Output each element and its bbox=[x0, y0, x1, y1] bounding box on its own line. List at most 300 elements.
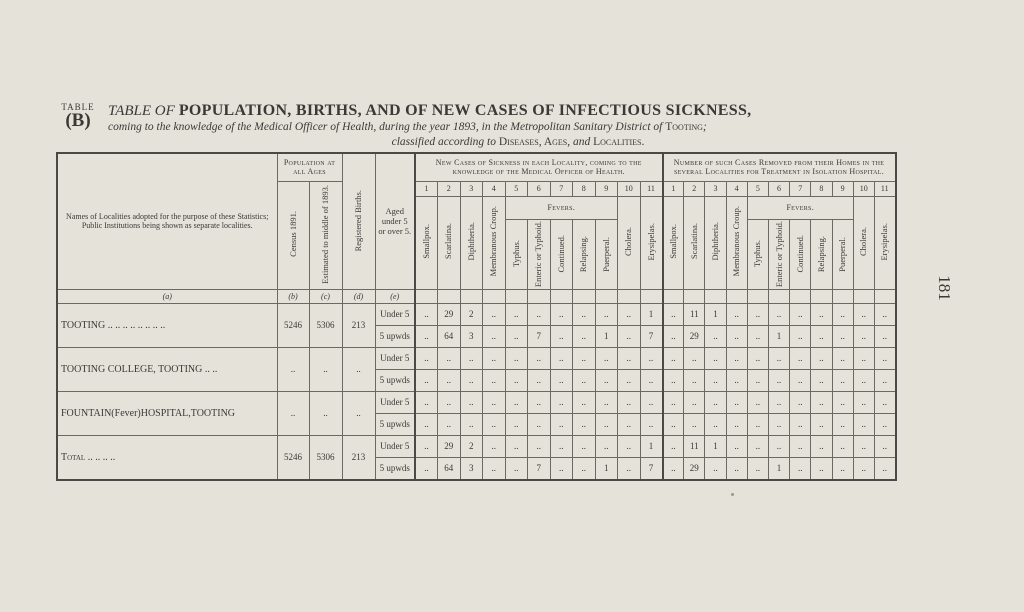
new-disease-11: Erysipelas. bbox=[645, 222, 656, 261]
removed-col-number-9: 9 bbox=[832, 181, 853, 196]
new-case-cell: .. bbox=[460, 369, 483, 391]
removed-fever-col-7 bbox=[789, 220, 810, 289]
new-case-cell: .. bbox=[573, 413, 596, 435]
removed-case-cell: .. bbox=[811, 457, 832, 480]
new-case-cell: .. bbox=[438, 391, 461, 413]
letter-spacer-15 bbox=[726, 289, 747, 303]
age-group: 5 upwds bbox=[375, 457, 415, 480]
new-disease-9: Puerperal. bbox=[600, 236, 611, 272]
new-case-cell: 1 bbox=[640, 303, 663, 325]
subtitle2-c: and bbox=[573, 136, 591, 148]
new-case-cell: 1 bbox=[640, 435, 663, 457]
removed-fevers-label: Fevers. bbox=[748, 197, 853, 220]
removed-case-cell: .. bbox=[853, 413, 874, 435]
estimated-header bbox=[309, 181, 342, 289]
removed-case-cell: .. bbox=[832, 435, 853, 457]
removed-fever-col-8 bbox=[810, 220, 831, 289]
new-case-cell: .. bbox=[415, 413, 438, 435]
new-case-cell: 64 bbox=[438, 325, 461, 347]
removed-case-cell: .. bbox=[705, 325, 726, 347]
removed-header: Number of such Cases Removed from their Homes in the several Localities for Treatment in Isolation Hospital. bbox=[663, 153, 896, 181]
removed-disease-header-1 bbox=[663, 196, 684, 289]
removed-col-number-3: 3 bbox=[705, 181, 726, 196]
new-case-cell: .. bbox=[618, 369, 641, 391]
new-case-cell: .. bbox=[460, 413, 483, 435]
removed-case-cell: .. bbox=[663, 369, 684, 391]
letter-spacer-22 bbox=[874, 289, 895, 303]
new-case-cell: .. bbox=[415, 303, 438, 325]
new-col-number-11: 11 bbox=[640, 181, 663, 196]
letter-a: (a) bbox=[57, 289, 277, 303]
removed-case-cell: .. bbox=[726, 347, 747, 369]
subtitle2-d: Localities. bbox=[593, 136, 645, 148]
new-case-cell: 64 bbox=[438, 457, 461, 480]
removed-disease-header-4 bbox=[726, 196, 747, 289]
new-case-cell: .. bbox=[550, 435, 573, 457]
removed-case-cell: 29 bbox=[684, 457, 705, 480]
removed-case-cell: .. bbox=[705, 457, 726, 480]
new-case-cell: .. bbox=[573, 369, 596, 391]
new-disease-header-10 bbox=[618, 196, 641, 289]
new-cases-header: New Cases of Sickness in each Locality, coming to the knowledge of the Medical Officer of Health. bbox=[415, 153, 663, 181]
new-case-cell: 29 bbox=[438, 435, 461, 457]
letter-spacer-13 bbox=[684, 289, 705, 303]
age-group: 5 upwds bbox=[375, 325, 415, 347]
table-subtitle-2 bbox=[108, 136, 928, 148]
removed-col-number-11: 11 bbox=[874, 181, 895, 196]
new-case-cell: .. bbox=[640, 391, 663, 413]
removed-disease-1: Smallpox. bbox=[667, 224, 678, 259]
new-case-cell: 3 bbox=[460, 325, 483, 347]
removed-case-cell: .. bbox=[726, 457, 747, 480]
removed-case-cell: .. bbox=[747, 435, 768, 457]
new-case-cell: 7 bbox=[528, 457, 551, 480]
new-case-cell: .. bbox=[595, 435, 618, 457]
new-disease-10: Cholera. bbox=[623, 226, 634, 257]
letter-e: (e) bbox=[375, 289, 415, 303]
births-value: 213 bbox=[342, 435, 375, 480]
letter-spacer-3 bbox=[460, 289, 483, 303]
new-case-cell: .. bbox=[595, 347, 618, 369]
new-col-number-7: 7 bbox=[550, 181, 573, 196]
table-mark bbox=[58, 102, 98, 130]
removed-case-cell: .. bbox=[726, 369, 747, 391]
removed-col-number-6: 6 bbox=[768, 181, 789, 196]
new-disease-2: Scarlatina. bbox=[443, 223, 454, 260]
subtitle-end: ; bbox=[702, 121, 707, 133]
aged-header-text: Aged under 5 or over 5. bbox=[378, 206, 412, 237]
new-case-cell: .. bbox=[438, 369, 461, 391]
births-value: .. bbox=[342, 391, 375, 435]
new-case-cell: .. bbox=[505, 347, 528, 369]
new-case-cell: .. bbox=[483, 347, 506, 369]
estimated-value: 5306 bbox=[309, 435, 342, 480]
age-group: Under 5 bbox=[375, 347, 415, 369]
removed-case-cell: .. bbox=[853, 457, 874, 480]
names-header: Names of Localities adopted for the purpose of these Statistics; Public Institutions being shown as separate localities. bbox=[57, 153, 277, 289]
letter-spacer-1 bbox=[415, 289, 438, 303]
new-case-cell: .. bbox=[415, 435, 438, 457]
census-value: 5246 bbox=[277, 303, 309, 347]
new-fever-col-8 bbox=[572, 220, 595, 289]
new-disease-8: Relapsing. bbox=[578, 235, 589, 273]
new-fevers-block bbox=[506, 197, 618, 289]
new-case-cell: .. bbox=[618, 413, 641, 435]
subtitle-text: coming to the knowledge of the Medical Officer of Health, during the year 1893, in the Metropolitan Sanitary District of bbox=[108, 121, 663, 133]
removed-case-cell: .. bbox=[705, 413, 726, 435]
removed-case-cell: .. bbox=[811, 347, 832, 369]
removed-case-cell: .. bbox=[853, 369, 874, 391]
removed-disease-3: Diphtheria. bbox=[709, 222, 720, 261]
removed-disease-6: Enteric or Typhoid. bbox=[773, 220, 784, 288]
new-case-cell: .. bbox=[505, 435, 528, 457]
new-case-cell: .. bbox=[573, 325, 596, 347]
removed-case-cell: .. bbox=[811, 435, 832, 457]
new-disease-7: Continued. bbox=[555, 235, 566, 273]
estimated-value: 5306 bbox=[309, 303, 342, 347]
removed-case-cell: .. bbox=[684, 413, 705, 435]
new-col-number-2: 2 bbox=[438, 181, 461, 196]
removed-case-cell: .. bbox=[874, 325, 895, 347]
new-case-cell: .. bbox=[618, 303, 641, 325]
new-case-cell: .. bbox=[505, 457, 528, 480]
subtitle2-b: Diseases, Ages, bbox=[498, 136, 571, 148]
removed-case-cell: .. bbox=[705, 391, 726, 413]
removed-case-cell: .. bbox=[853, 325, 874, 347]
table-row bbox=[57, 391, 896, 413]
removed-case-cell: .. bbox=[874, 435, 895, 457]
new-case-cell: .. bbox=[460, 347, 483, 369]
removed-disease-header-2 bbox=[684, 196, 705, 289]
title-prefix: TABLE OF bbox=[108, 103, 175, 119]
removed-disease-4: Membranous Croup. bbox=[731, 206, 742, 277]
removed-case-cell: .. bbox=[747, 325, 768, 347]
removed-case-cell: .. bbox=[832, 369, 853, 391]
new-disease-header-2 bbox=[438, 196, 461, 289]
letter-c: (c) bbox=[309, 289, 342, 303]
table-row bbox=[57, 435, 896, 457]
removed-case-cell: .. bbox=[747, 369, 768, 391]
new-case-cell: .. bbox=[528, 391, 551, 413]
removed-disease-10: Cholera. bbox=[858, 226, 869, 257]
removed-case-cell: 1 bbox=[768, 457, 789, 480]
new-disease-5: Typhus. bbox=[510, 240, 521, 268]
page-number: 181 bbox=[934, 275, 954, 301]
new-case-cell: .. bbox=[573, 435, 596, 457]
letter-spacer-11 bbox=[640, 289, 663, 303]
removed-fever-col-6 bbox=[768, 220, 789, 289]
new-case-cell: .. bbox=[618, 457, 641, 480]
letter-spacer-19 bbox=[811, 289, 832, 303]
new-col-number-8: 8 bbox=[573, 181, 596, 196]
removed-case-cell: .. bbox=[874, 303, 895, 325]
new-fevers-label: Fevers. bbox=[506, 197, 618, 220]
new-case-cell: .. bbox=[550, 369, 573, 391]
aged-header bbox=[375, 153, 415, 289]
new-case-cell: 1 bbox=[595, 325, 618, 347]
removed-case-cell: .. bbox=[790, 435, 811, 457]
removed-col-number-2: 2 bbox=[684, 181, 705, 196]
removed-case-cell: .. bbox=[768, 435, 789, 457]
new-case-cell: .. bbox=[483, 369, 506, 391]
locality-name: TOOTING .. .. .. .. .. .. .. .. bbox=[57, 303, 277, 347]
estimated-header-text: Estimated to middle of 1893. bbox=[320, 184, 330, 284]
letter-spacer-7 bbox=[550, 289, 573, 303]
removed-case-cell: .. bbox=[663, 435, 684, 457]
removed-case-cell: .. bbox=[832, 413, 853, 435]
removed-case-cell: .. bbox=[811, 413, 832, 435]
new-case-cell: .. bbox=[550, 413, 573, 435]
removed-case-cell: .. bbox=[663, 391, 684, 413]
new-disease-header-3 bbox=[460, 196, 483, 289]
removed-case-cell: .. bbox=[811, 303, 832, 325]
new-case-cell: .. bbox=[550, 457, 573, 480]
removed-case-cell: .. bbox=[832, 391, 853, 413]
removed-case-cell: .. bbox=[726, 435, 747, 457]
new-case-cell: .. bbox=[640, 413, 663, 435]
census-value: .. bbox=[277, 347, 309, 391]
removed-case-cell: 1 bbox=[705, 435, 726, 457]
paper-speck bbox=[731, 493, 734, 496]
census-header bbox=[277, 181, 309, 289]
removed-case-cell: .. bbox=[790, 391, 811, 413]
new-disease-header-11 bbox=[640, 196, 663, 289]
table-row bbox=[57, 347, 896, 369]
census-value: 5246 bbox=[277, 435, 309, 480]
letter-spacer-2 bbox=[438, 289, 461, 303]
removed-case-cell: .. bbox=[874, 391, 895, 413]
locality-name: FOUNTAIN(Fever)HOSPITAL,TOOTING bbox=[57, 391, 277, 435]
new-case-cell: .. bbox=[438, 347, 461, 369]
new-col-number-4: 4 bbox=[483, 181, 506, 196]
new-case-cell: .. bbox=[640, 347, 663, 369]
new-case-cell: .. bbox=[550, 347, 573, 369]
new-case-cell: .. bbox=[505, 303, 528, 325]
new-case-cell: .. bbox=[483, 435, 506, 457]
removed-case-cell: .. bbox=[832, 303, 853, 325]
new-col-number-1: 1 bbox=[415, 181, 438, 196]
removed-case-cell: .. bbox=[726, 303, 747, 325]
new-case-cell: .. bbox=[573, 457, 596, 480]
new-case-cell: .. bbox=[573, 391, 596, 413]
removed-case-cell: .. bbox=[790, 369, 811, 391]
new-case-cell: .. bbox=[415, 391, 438, 413]
table-row bbox=[57, 303, 896, 325]
letter-spacer-21 bbox=[853, 289, 874, 303]
removed-case-cell: .. bbox=[705, 347, 726, 369]
letter-spacer-9 bbox=[595, 289, 618, 303]
removed-case-cell: .. bbox=[790, 303, 811, 325]
new-case-cell: 7 bbox=[640, 325, 663, 347]
removed-disease-11: Erysipelas. bbox=[879, 222, 890, 261]
new-case-cell: .. bbox=[550, 303, 573, 325]
new-case-cell: .. bbox=[483, 391, 506, 413]
new-case-cell: 7 bbox=[528, 325, 551, 347]
new-case-cell: 2 bbox=[460, 435, 483, 457]
new-case-cell: .. bbox=[528, 303, 551, 325]
estimated-value: .. bbox=[309, 391, 342, 435]
new-disease-header-4 bbox=[483, 196, 506, 289]
statistics-table bbox=[56, 152, 897, 481]
removed-case-cell: .. bbox=[811, 325, 832, 347]
removed-case-cell: .. bbox=[663, 457, 684, 480]
letter-spacer-10 bbox=[618, 289, 641, 303]
new-disease-1: Smallpox. bbox=[421, 224, 431, 259]
new-fever-col-5 bbox=[506, 220, 528, 289]
removed-fevers-block bbox=[748, 197, 853, 289]
removed-case-cell: .. bbox=[790, 325, 811, 347]
new-case-cell: .. bbox=[483, 325, 506, 347]
removed-fever-col-5 bbox=[748, 220, 768, 289]
removed-case-cell: .. bbox=[853, 303, 874, 325]
removed-case-cell: .. bbox=[853, 391, 874, 413]
new-col-number-6: 6 bbox=[528, 181, 551, 196]
new-case-cell: .. bbox=[528, 369, 551, 391]
table-mark-letter: (B) bbox=[65, 110, 91, 131]
new-case-cell: .. bbox=[415, 325, 438, 347]
new-disease-header-1 bbox=[415, 196, 438, 289]
new-case-cell: .. bbox=[618, 325, 641, 347]
new-case-cell: .. bbox=[528, 435, 551, 457]
removed-case-cell: .. bbox=[747, 391, 768, 413]
removed-case-cell: .. bbox=[663, 325, 684, 347]
removed-col-number-7: 7 bbox=[790, 181, 811, 196]
removed-col-number-1: 1 bbox=[663, 181, 684, 196]
new-case-cell: 2 bbox=[460, 303, 483, 325]
removed-disease-5: Typhus. bbox=[752, 240, 763, 268]
new-case-cell: .. bbox=[640, 369, 663, 391]
removed-case-cell: .. bbox=[874, 457, 895, 480]
population-header: Population at all Ages bbox=[277, 153, 342, 181]
new-disease-6: Enteric or Typhoid. bbox=[533, 220, 544, 288]
removed-case-cell: .. bbox=[747, 457, 768, 480]
removed-case-cell: 11 bbox=[684, 435, 705, 457]
removed-disease-2: Scarlatina. bbox=[688, 223, 699, 260]
new-col-number-5: 5 bbox=[505, 181, 528, 196]
table-title bbox=[108, 102, 928, 120]
removed-col-number-4: 4 bbox=[726, 181, 747, 196]
age-group: 5 upwds bbox=[375, 369, 415, 391]
new-col-number-10: 10 bbox=[618, 181, 641, 196]
removed-case-cell: .. bbox=[811, 391, 832, 413]
removed-case-cell: .. bbox=[768, 391, 789, 413]
removed-case-cell: .. bbox=[874, 413, 895, 435]
removed-fevers-subcols bbox=[748, 220, 853, 289]
removed-col-number-10: 10 bbox=[853, 181, 874, 196]
removed-case-cell: .. bbox=[684, 347, 705, 369]
age-group: Under 5 bbox=[375, 391, 415, 413]
new-case-cell: .. bbox=[415, 457, 438, 480]
new-fevers-group bbox=[505, 196, 618, 289]
letter-spacer-20 bbox=[832, 289, 853, 303]
removed-case-cell: 11 bbox=[684, 303, 705, 325]
new-case-cell: .. bbox=[595, 303, 618, 325]
removed-case-cell: .. bbox=[853, 435, 874, 457]
new-case-cell: .. bbox=[618, 435, 641, 457]
new-fevers-subcols bbox=[506, 220, 618, 289]
new-case-cell: 1 bbox=[595, 457, 618, 480]
age-group: 5 upwds bbox=[375, 413, 415, 435]
new-fever-col-6 bbox=[527, 220, 550, 289]
letter-spacer-14 bbox=[705, 289, 726, 303]
removed-case-cell: .. bbox=[663, 413, 684, 435]
removed-case-cell: .. bbox=[874, 369, 895, 391]
removed-case-cell: .. bbox=[768, 303, 789, 325]
removed-case-cell: .. bbox=[726, 325, 747, 347]
removed-case-cell: 29 bbox=[684, 325, 705, 347]
births-value: .. bbox=[342, 347, 375, 391]
new-case-cell: .. bbox=[528, 413, 551, 435]
letter-spacer-4 bbox=[483, 289, 506, 303]
age-group: Under 5 bbox=[375, 303, 415, 325]
letter-spacer-17 bbox=[768, 289, 789, 303]
new-col-number-9: 9 bbox=[595, 181, 618, 196]
locality-name: Total .. .. .. .. bbox=[57, 435, 277, 480]
removed-case-cell: .. bbox=[790, 347, 811, 369]
new-fever-col-7 bbox=[550, 220, 573, 289]
removed-fevers-group bbox=[747, 196, 853, 289]
new-case-cell: .. bbox=[550, 391, 573, 413]
removed-case-cell: .. bbox=[663, 347, 684, 369]
new-disease-3: Diphtheria. bbox=[465, 222, 476, 261]
removed-case-cell: .. bbox=[832, 457, 853, 480]
removed-case-cell: .. bbox=[684, 391, 705, 413]
removed-case-cell: .. bbox=[726, 391, 747, 413]
removed-case-cell: .. bbox=[832, 325, 853, 347]
removed-case-cell: .. bbox=[726, 413, 747, 435]
letter-b: (b) bbox=[277, 289, 309, 303]
removed-case-cell: .. bbox=[790, 413, 811, 435]
births-header bbox=[342, 153, 375, 289]
new-case-cell: 3 bbox=[460, 457, 483, 480]
new-case-cell: .. bbox=[483, 457, 506, 480]
new-case-cell: .. bbox=[438, 413, 461, 435]
table-subtitle bbox=[108, 121, 928, 133]
title-main: POPULATION, BIRTHS, AND OF NEW CASES OF INFECTIOUS SICKNESS, bbox=[178, 102, 752, 119]
removed-case-cell: .. bbox=[768, 347, 789, 369]
removed-case-cell: .. bbox=[747, 413, 768, 435]
new-case-cell: .. bbox=[483, 413, 506, 435]
new-case-cell: .. bbox=[505, 413, 528, 435]
new-case-cell: .. bbox=[573, 303, 596, 325]
removed-disease-7: Continued. bbox=[794, 235, 805, 273]
new-case-cell: .. bbox=[595, 413, 618, 435]
removed-col-number-5: 5 bbox=[747, 181, 768, 196]
new-case-cell: 29 bbox=[438, 303, 461, 325]
table-mark-small: TABLE bbox=[61, 102, 95, 112]
removed-case-cell: .. bbox=[832, 347, 853, 369]
new-col-number-3: 3 bbox=[460, 181, 483, 196]
locality-name: TOOTING COLLEGE, TOOTING .. .. bbox=[57, 347, 277, 391]
removed-disease-8: Relapsing. bbox=[815, 235, 826, 273]
new-case-cell: .. bbox=[595, 369, 618, 391]
subtitle2-a: classified according to bbox=[391, 136, 496, 148]
removed-case-cell: .. bbox=[790, 457, 811, 480]
letter-spacer-16 bbox=[747, 289, 768, 303]
removed-case-cell: .. bbox=[811, 369, 832, 391]
census-value: .. bbox=[277, 391, 309, 435]
new-case-cell: .. bbox=[505, 391, 528, 413]
births-value: 213 bbox=[342, 303, 375, 347]
removed-case-cell: .. bbox=[684, 369, 705, 391]
removed-fever-col-9 bbox=[832, 220, 853, 289]
new-case-cell: .. bbox=[460, 391, 483, 413]
new-case-cell: .. bbox=[618, 391, 641, 413]
removed-case-cell: 1 bbox=[705, 303, 726, 325]
removed-case-cell: .. bbox=[768, 413, 789, 435]
removed-case-cell: .. bbox=[768, 369, 789, 391]
new-case-cell: .. bbox=[415, 347, 438, 369]
